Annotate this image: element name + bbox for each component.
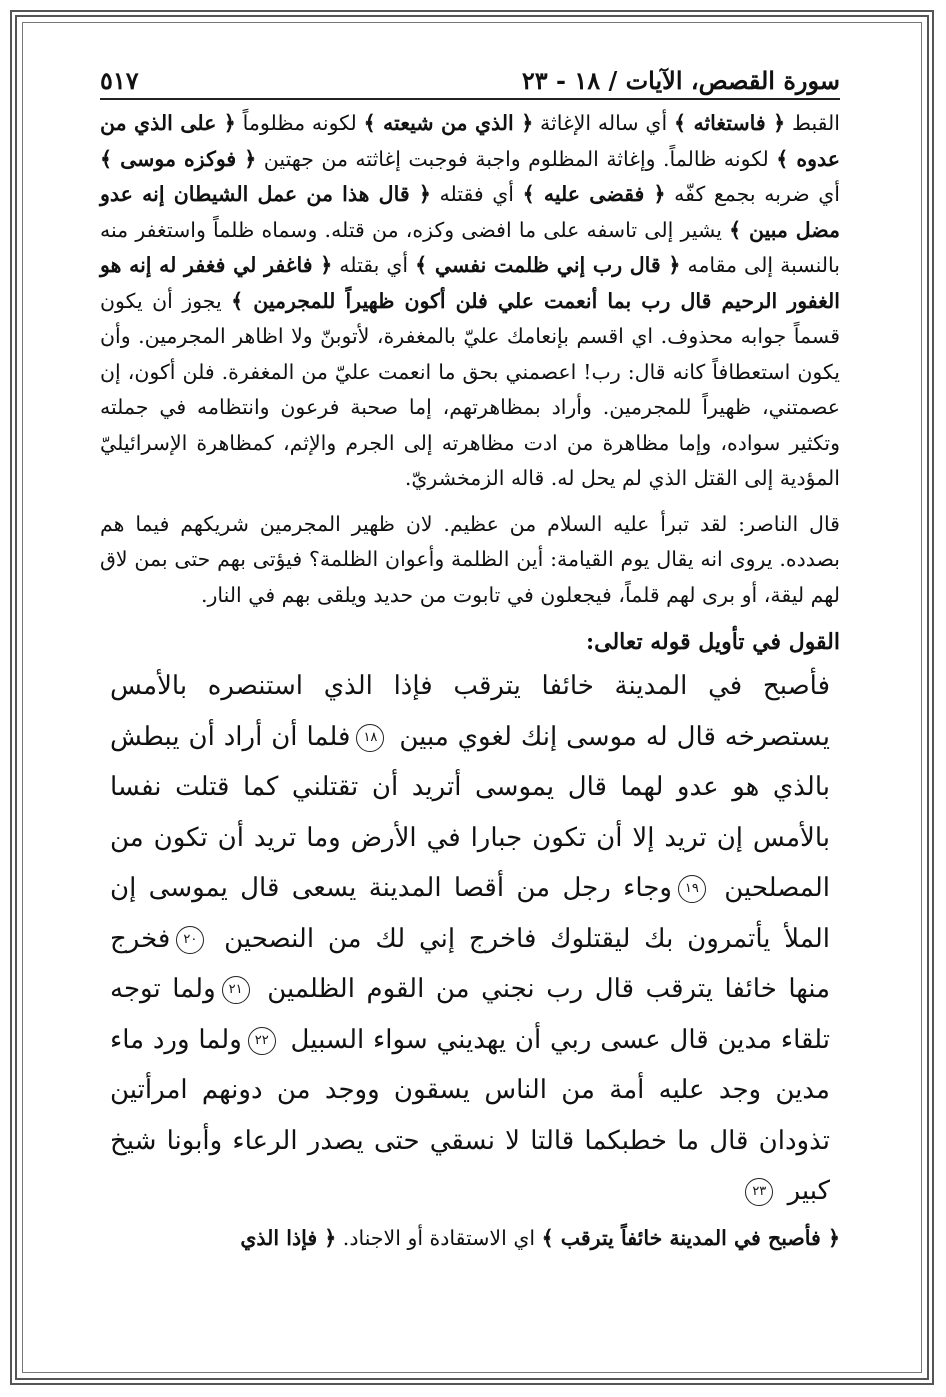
commentary-text: القبط [785,111,840,135]
commentary-text: أي ساله الإغاثة [533,111,674,135]
quran-verses-block [110,661,830,1217]
verse-number-marker: ١٩ [678,875,706,903]
quran-quote: ﴿ فاغفر لي فغفر له إنه هو الغفور الرحيم قال رب بما أنعمت علي فلن أكون ظهيراً للمجرمين ﴾ [100,253,840,313]
quran-quote: ﴿ قال هذا من عمل الشيطان إنه عدو مضل مبين ﴾ [100,182,841,242]
running-header [100,58,840,100]
quran-quote: ﴿ قال رب إني ظلمت نفسي ﴾ [415,253,681,277]
page-number: ٥١٧ [100,66,139,95]
section-heading: القول في تأويل قوله تعالى: [586,629,840,655]
verse-text: وجاء رجل من أقصا المدينة يسعى قال يموسى إن الملأ يأتمرون بك ليقتلوك فاخرج إني لك من النصحين [110,873,830,954]
verse-text: ولما ورد ماء مدين وجد عليه أمة من الناس يسقون ووجد من دونهم امرأتين تذودان قال ما خطبكما قالتا لا نسقي حتى يصدر الرعاء وأبونا شيخ كبير [110,1024,830,1206]
commentary-paragraph-1 [100,106,840,497]
page-content [100,58,840,1256]
quran-quote: ﴿ الذي من شيعته ﴾ [363,111,534,135]
commentary-text: يشير إلى تاسفه على ما افضى وكزه، من قتله. وسماه ظلماً واستغفر منه بالنسبة إلى مقامه [100,217,840,277]
verse-text: فلما أن أراد أن يبطش بالذي هو عدو لهما قال يموسى أتريد أن تقتلني كما قتلت نفسا بالأمس إن تريد إلا أن تكون جبارا في الأرض وما تريد أن تكون من المصلحين [110,721,830,903]
verse-text: فخرج منها خائفا يترقب قال رب نجني من القوم الظلمين [110,923,831,1004]
verse-number-marker: ٢١ [222,976,250,1004]
verse-number-marker: ١٨ [356,724,384,752]
quran-quote: ﴿ فقضى عليه ﴾ [522,182,666,206]
commentary-text: لكونه مظلوماً [235,111,364,135]
verse-number-marker: ٢٠ [176,926,204,954]
commentary-text: لكونه ظالماً. وإغاثة المظلوم واجبة فوجبت إغاثته من جهتين [256,146,777,171]
quran-quote: ﴿ على الذي من عدوه ﴾ [100,111,840,171]
quran-quote: ﴿ فاستغاثه ﴾ [674,111,786,135]
quran-quote: ﴿ فوكزه موسى ﴾ [100,146,257,171]
commentary-text: يجوز أن يكون قسماً جوابه محذوف. اي اقسم بإنعامك عليّ بالمغفرة، لأتوبنّ ولا اظاهر المجرمين. وأن يكون استعطافاً كانه قال: رب! اعصمني بحق ما انعمت عليّ من المغفرة. فلن أكون، إن عصمتني، ظهيراً للمجرمين. وأراد بمظاهرتهم، إما صحبة فرعون وانتظامه في جملته وتكثير سواده، وإما مظاهرة من ادت مظاهرته إلى الجرم والإثم، كمظاهرة الإسرائيليّ المؤدية إلى القتل الذي لم يحل له. قاله الزمخشريّ. [100,288,840,490]
header-title: سورة القصص، الآيات / ١٨ - ٢٣ [521,66,840,95]
commentary-text: أي بقتله [332,253,416,277]
commentary-paragraph-2: قال الناصر: لقد تبرأ عليه السلام من عظيم. لان ظهير المجرمين شريكهم فيما هم بصدده. يروى انه يقال يوم القيامة: أين الظلمة وأعوان الظلمة؟ فيؤتى بهم حتى بمن لاق لهم ليقة، أو برى لهم قلماً، فيجعلون في تابوت من حديد ويلقى بهم في النار. [100,511,840,607]
commentary-text: أي ضربه بجمع كفّه [665,182,840,206]
verse-text: ولما توجه تلقاء مدين قال عسى ربي أن يهديني سواء السبيل [110,974,830,1055]
verse-text: فأصبح في المدينة خائفا يترقب فإذا الذي استنصره بالأمس يستصرخه قال له موسى إنك لغوي مبين [110,671,830,752]
commentary-text: اي الاستقادة أو الاجناد. [336,1225,542,1250]
quran-quote: ﴿ فإذا الذي [240,1225,337,1250]
commentary-continuation [100,1221,840,1256]
verse-number-marker: ٢٢ [248,1027,276,1055]
verse-number-marker: ٢٣ [745,1178,773,1206]
commentary-text: أي فقتله [430,182,523,206]
quran-quote: ﴿ فأصبح في المدينة خائفاً يترقب ﴾ [541,1225,840,1250]
